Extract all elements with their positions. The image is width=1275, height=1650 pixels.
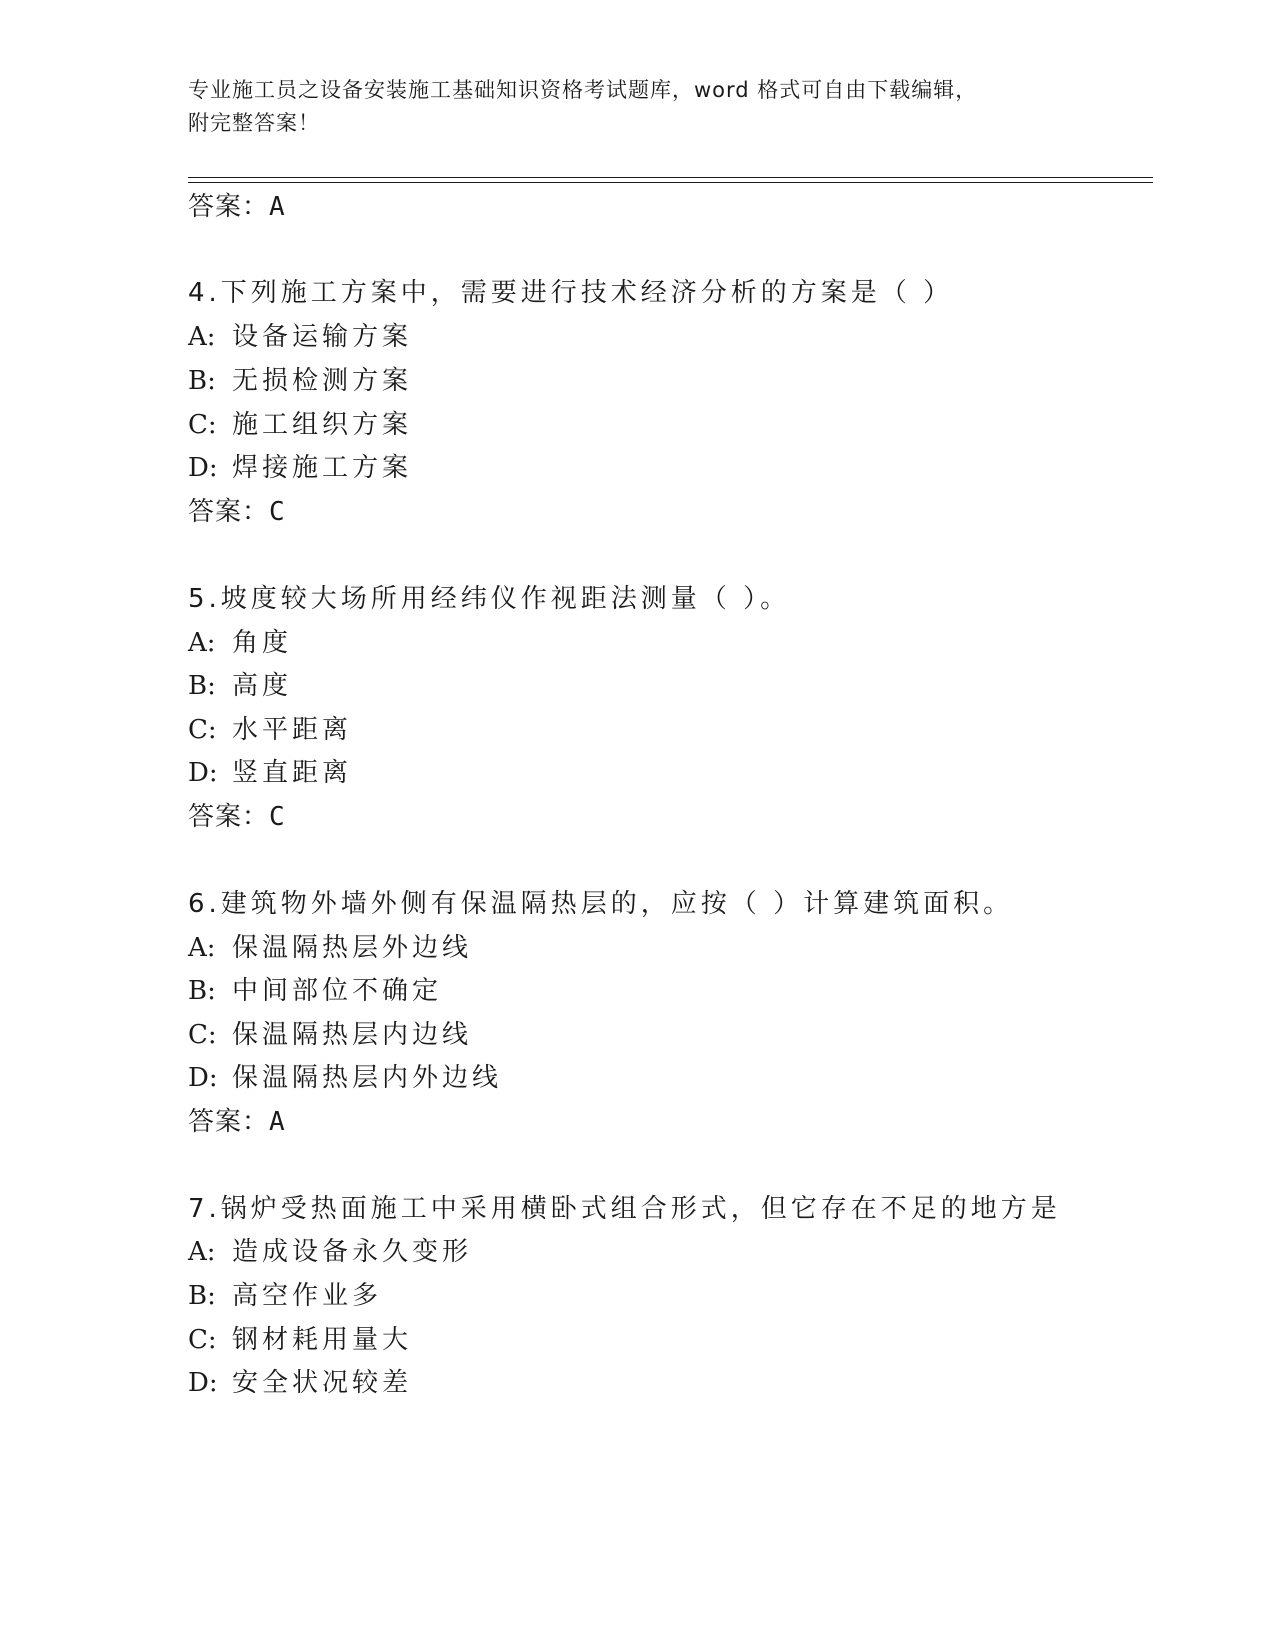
question-4-option-a: A: 设备运输方案 — [188, 322, 413, 352]
question-5-option-a: A: 角度 — [188, 628, 293, 658]
question-6-option-d: D: 保温隔热层内外边线 — [188, 1063, 503, 1093]
header-line-1: 专业施工员之设备安装施工基础知识资格考试题库，word 格式可自由下载编辑， — [188, 78, 978, 102]
question-7: 7.锅炉受热面施工中采用横卧式组合形式，但它存在不足的地方是 — [188, 1194, 1061, 1224]
document-header — [188, 74, 1088, 140]
question-7-option-b: B: 高空作业多 — [188, 1281, 383, 1311]
question-5-option-c: C: 水平距离 — [188, 715, 353, 745]
previous-answer: 答案：A — [188, 192, 286, 222]
question-4: 4.下列施工方案中，需要进行技术经济分析的方案是（ ） — [188, 278, 954, 308]
question-5-answer: 答案：C — [188, 802, 286, 832]
question-6-answer: 答案：A — [188, 1107, 286, 1137]
question-5: 5.坡度较大场所用经纬仪作视距法测量（ ）。 — [188, 584, 791, 614]
question-4-answer: 答案：C — [188, 497, 286, 527]
question-4-option-c: C: 施工组织方案 — [188, 410, 413, 440]
question-7-option-c: C: 钢材耗用量大 — [188, 1325, 413, 1355]
header-line-2: 附完整答案！ — [188, 111, 320, 135]
question-6-option-c: C: 保温隔热层内边线 — [188, 1020, 473, 1050]
question-7-option-d: D: 安全状况较差 — [188, 1368, 413, 1398]
question-4-option-d: D: 焊接施工方案 — [188, 453, 413, 483]
question-5-option-b: B: 高度 — [188, 671, 293, 701]
question-6-option-b: B: 中间部位不确定 — [188, 976, 443, 1006]
question-4-option-b: B: 无损检测方案 — [188, 366, 413, 396]
question-6: 6.建筑物外墙外侧有保温隔热层的，应按（ ）计算建筑面积。 — [188, 889, 1014, 919]
header-divider-bottom — [188, 182, 1153, 183]
question-7-option-a: A: 造成设备永久变形 — [188, 1237, 473, 1267]
question-5-option-d: D: 竖直距离 — [188, 758, 353, 788]
question-6-option-a: A: 保温隔热层外边线 — [188, 933, 473, 963]
header-divider-top — [188, 177, 1153, 178]
